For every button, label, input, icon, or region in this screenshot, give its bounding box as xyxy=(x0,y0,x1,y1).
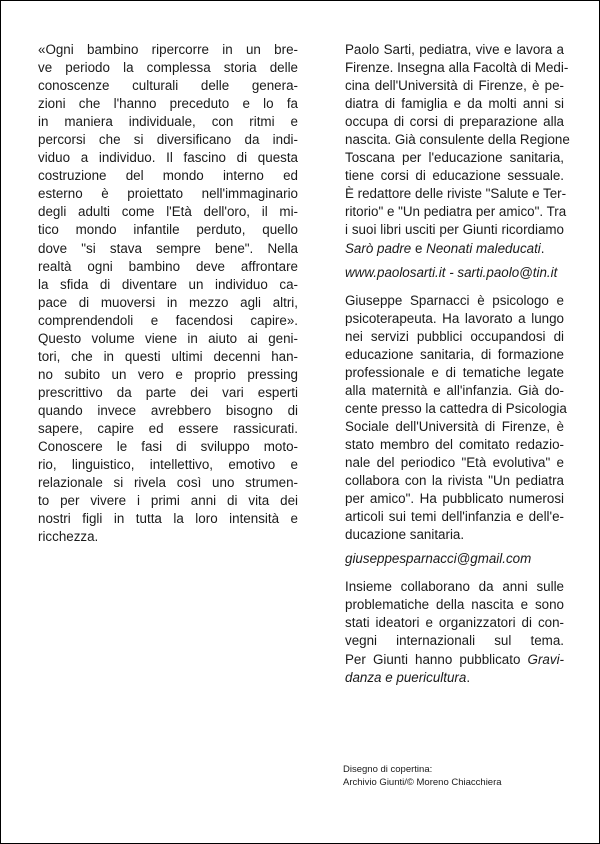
sparnacci-bio-line: articoli sui temi dell'infanzia e dell'e- xyxy=(345,509,564,525)
synopsis-line: rio, linguistico, intellettivo, emotivo e xyxy=(38,457,298,473)
synopsis-line: zioni che l'hanno preceduto e lo fa xyxy=(38,96,298,112)
sparnacci-bio-line: educazione sanitaria, di formazione xyxy=(345,346,564,362)
synopsis-line: percorsi che si diversificano da indi- xyxy=(38,132,298,148)
sparnacci-bio-line: alla maternità e all'infanzia. Già do- xyxy=(345,382,564,398)
sarti-bio-line: occupa di corsi di preparazione alla xyxy=(345,114,564,130)
book-title: Gravi- xyxy=(527,651,564,667)
synopsis-line: tico mondo infantile perduto, quello xyxy=(38,222,298,238)
punctuation: . xyxy=(466,669,471,685)
sarti-bio-line: cina dell'Università di Firenze, è pe- xyxy=(345,78,564,94)
joint-bio xyxy=(345,578,564,668)
joint-bio-text: Per Giunti hanno pubblicato xyxy=(345,651,521,667)
synopsis-line: esterno è proiettato nell'immaginario xyxy=(38,186,298,202)
synopsis-line: to per vivere i primi anni di vita dei xyxy=(38,493,298,509)
sparnacci-bio-line: collabora con la rivista "Un pediatra xyxy=(345,473,564,489)
sarti-bio-line: Paolo Sarti, pediatra, vive e lavora a xyxy=(345,42,564,57)
synopsis-line: ricchezza. xyxy=(38,529,99,545)
sarti-bio xyxy=(345,41,570,240)
synopsis-line: dove "si stava sempre bene". Nella xyxy=(38,240,298,256)
joint-bio-line: vegni internazionali sul tema. xyxy=(345,633,564,649)
synopsis-line: viduo a individuo. Il fascino di questa xyxy=(38,150,298,166)
sparnacci-bio-line: Sociale dell'Università di Firenze, è xyxy=(345,418,564,434)
synopsis-line: sapere, capire ed essere rassicurati. xyxy=(38,420,298,436)
sarti-bio-line: tiene corsi di educazione sessuale. xyxy=(345,168,564,184)
sparnacci-bio xyxy=(345,292,567,545)
synopsis-line: pace di muoversi in mezzo agli altri, xyxy=(38,294,298,310)
sarti-bio-line: i suoi libri usciti per Giunti ricordiamo xyxy=(345,222,564,238)
joint-bio-line: Insieme collaborano da anni sulle xyxy=(345,579,564,595)
sparnacci-bio-line: stato membro del comitato redazio- xyxy=(345,436,564,452)
synopsis-line: in maniera individuale, con ritmi e xyxy=(38,114,298,130)
synopsis-line: tori, che in questi ultimi decenni han- xyxy=(38,348,298,364)
synopsis-column xyxy=(38,41,298,546)
synopsis-line: relazionale si rivela così uno strumen- xyxy=(38,475,298,491)
sparnacci-bio-line: professionale e di tematiche legate xyxy=(345,364,564,380)
synopsis-line: Conoscere le fasi di sviluppo moto- xyxy=(38,439,298,455)
synopsis-line: Questo volume viene in aiuto ai geni- xyxy=(38,330,298,346)
cover-credit-label: Disegno di copertina: xyxy=(343,764,433,775)
conjunction: e xyxy=(411,240,427,256)
sarti-bio-line: nascita. Già consulente della Regione xyxy=(345,132,570,148)
synopsis-line: prescrittivo da parte dei vari esperti xyxy=(38,384,298,400)
synopsis-line: costruzione del mondo interno ed xyxy=(38,168,298,184)
synopsis-line: comprendendoli e facendosi capire». xyxy=(38,312,298,328)
joint-bio-line: problematiche della nascita e sono xyxy=(345,597,564,613)
punctuation: . xyxy=(540,240,545,256)
sarti-bio-line: È redattore delle riviste "Salute e Ter- xyxy=(345,186,567,202)
book-title: Sarò padre xyxy=(345,240,412,256)
joint-bio-line: stati ideatori e organizzatori di con- xyxy=(345,615,564,631)
joint-bio-line xyxy=(345,651,564,669)
book-title: Neonati maleducati xyxy=(426,240,541,256)
cover-credit-source: Archivio Giunti/© Moreno Chiacchiera xyxy=(343,777,502,788)
sparnacci-bio-line: cente presso la cattedra di Psicologia xyxy=(345,400,567,416)
sarti-bio-line: diatra di famiglia e da molti anni si xyxy=(345,96,564,112)
sarti-bio-line: Toscana per l'educazione sanitaria, xyxy=(345,150,564,166)
sparnacci-bio-line: nei servizi pubblici occupandosi di xyxy=(345,328,564,344)
sparnacci-bio-line: per amico". Ha pubblicato numerosi xyxy=(345,491,564,507)
synopsis-line: ve periodo la complessa storia delle xyxy=(38,60,298,76)
synopsis-line: conoscenze culturali delle genera- xyxy=(38,78,298,94)
sarti-bio-line: Firenze. Insegna alla Facoltà di Medi- xyxy=(345,60,569,76)
synopsis-line: nostri figli in tutta la loro intensità e xyxy=(38,511,298,527)
synopsis-line: «Ogni bambino ripercorre in un bre- xyxy=(38,42,298,57)
cover-credit xyxy=(343,763,502,789)
synopsis-line: realtà ogni bambino deve affrontare xyxy=(38,258,298,274)
synopsis-line: quando invece avrebbero bisogno di xyxy=(38,402,298,418)
joint-book-line xyxy=(345,669,564,687)
sparnacci-email: giuseppesparnacci@gmail.com xyxy=(345,551,532,567)
book-title: danza e puericultura xyxy=(345,669,467,685)
sparnacci-bio-line: psicoterapeuta. Ha lavorato a lungo xyxy=(345,310,564,326)
sparnacci-bio-line: nale del periodico "Età evolutiva" e xyxy=(345,455,564,471)
synopsis-line: no subito un vero e proprio pressing xyxy=(38,366,298,382)
sparnacci-bio-line: ducazione sanitaria. xyxy=(345,527,465,543)
sparnacci-bio-line: Giuseppe Sparnacci è psicologo e xyxy=(345,292,564,308)
sarti-bio-line: ritorio" e "Un pediatra per amico". Tra xyxy=(345,204,567,220)
synopsis-line: degli adulti come l'Età dell'oro, il mi- xyxy=(38,204,298,220)
synopsis-line: la sfida di diventare un individuo ca- xyxy=(38,276,298,292)
sarti-web-contact: www.paolosarti.it - sarti.paolo@tin.it xyxy=(345,264,558,280)
sarti-books-line xyxy=(345,240,564,258)
authors-column xyxy=(345,41,570,687)
